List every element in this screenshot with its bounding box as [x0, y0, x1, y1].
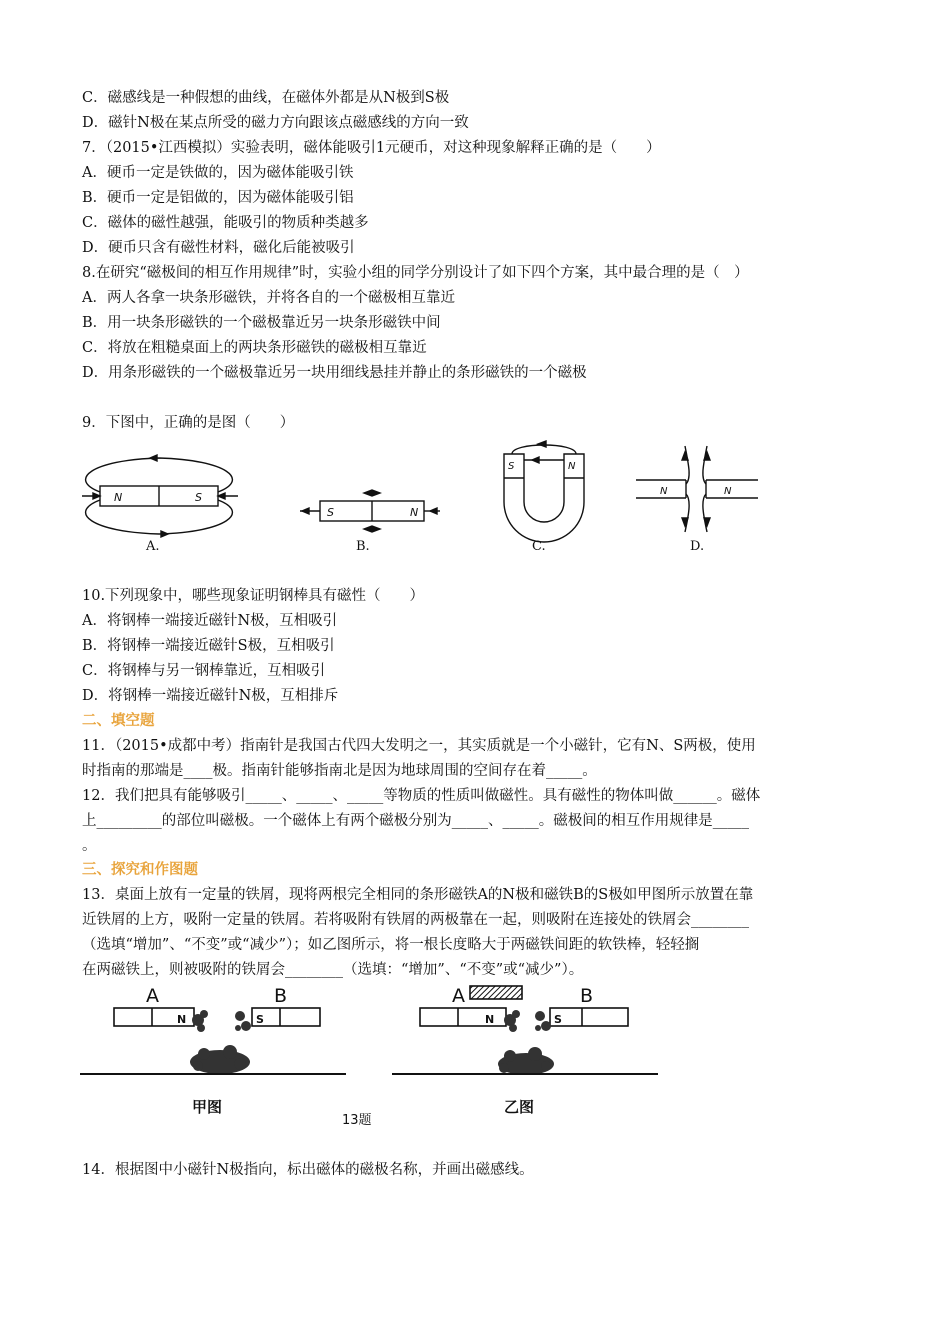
pole-s-jia: S	[256, 1013, 264, 1026]
q12-line-1: 12．我们把具有能够吸引_____、_____、_____等物质的性质叫做磁性。具有磁性的物体叫做______。磁体	[82, 788, 761, 804]
q9-d-pole-left: N	[660, 486, 668, 497]
section-fill-in: 二、填空题	[82, 713, 155, 729]
q9-a-pole-left: N	[114, 491, 123, 504]
q8-option-a: A．两人各拿一块条形磁铁，并将各自的一个磁极相互靠近	[82, 290, 455, 306]
iron-filings-yi	[498, 1010, 554, 1075]
q9-a-pole-right: S	[195, 491, 202, 504]
q9-figure	[80, 440, 780, 565]
q13-line-4: 在两磁铁上，则被吸附的铁屑会________（选填：“增加”、“不变”或“减少”）。	[82, 962, 584, 978]
soft-iron-rod	[470, 986, 522, 999]
q13-figure-caption: 13题	[342, 1113, 372, 1128]
q9-figure-a	[82, 455, 238, 537]
q13-line-2: 近铁屑的上方，吸附一定量的铁屑。若将吸附有铁屑的两极靠在一起，则吸附在连接处的铁屑会________	[82, 912, 749, 928]
q9-option-b-label: B.	[356, 539, 370, 554]
magnet-label-a-yi: A	[452, 985, 465, 1007]
q8-stem: 8.在研究“磁极间的相互作用规律”时，实验小组的同学分别设计了如下四个方案，其中最合理的是（ ）	[82, 265, 749, 281]
q10-option-d: D．将钢棒一端接近磁针N极，互相排斥	[82, 688, 339, 704]
q9-option-c-label: C.	[532, 539, 546, 554]
q13-line-3: （选填“增加”、“不变”或“减少”）；如乙图所示，将一根长度略大于两磁铁间距的软铁棒，轻轻搁	[82, 937, 700, 953]
q8-option-b: B．用一块条形磁铁的一个磁极靠近另一块条形磁铁中间	[82, 315, 441, 331]
q9-c-pole-left: S	[508, 461, 515, 472]
q11-line-2: 时指南的那端是____极。指南针能够指南北是因为地球周围的空间存在着_____。	[82, 763, 597, 779]
q7-option-c: C．磁体的磁性越强，能吸引的物质种类越多	[82, 215, 369, 231]
magnet-label-a-jia: A	[146, 985, 159, 1007]
q11-line-1: 11．（2015•成都中考）指南针是我国古代四大发明之一，其实质就是一个小磁针，它有N、S两极，使用	[82, 738, 756, 754]
q6-option-c: C．磁感线是一种假想的曲线，在磁体外都是从N极到S极	[82, 90, 450, 106]
q14-stem: 14．根据图中小磁针N极指向，标出磁体的磁极名称，并画出磁感线。	[82, 1162, 534, 1178]
q10-option-c: C．将钢棒与另一钢棒靠近，互相吸引	[82, 663, 326, 679]
q12-line-3: 。	[82, 838, 97, 854]
q13-figure	[80, 982, 660, 1132]
section-explore-draw: 三、探究和作图题	[82, 862, 198, 878]
caption-yi: 乙图	[504, 1098, 535, 1116]
q7-option-a: A．硬币一定是铁做的，因为磁体能吸引铁	[82, 165, 354, 181]
q7-option-b: B．硬币一定是铝做的，因为磁体能吸引铝	[82, 190, 354, 206]
q13-line-1: 13．桌面上放有一定量的铁屑，现将两根完全相同的条形磁铁A的N极和磁铁B的S极如甲图所示放置在靠	[82, 887, 754, 903]
pole-n-yi: N	[485, 1013, 495, 1026]
q6-option-d: D．磁针N极在某点所受的磁力方向跟该点磁感线的方向一致	[82, 115, 469, 131]
q8-option-c: C．将放在粗糙桌面上的两块条形磁铁的磁极相互靠近	[82, 340, 427, 356]
q7-option-d: D．硬币只含有磁性材料，磁化后能被吸引	[82, 240, 355, 256]
q8-option-d: D．用条形磁铁的一个磁极靠近另一块用细线悬挂并静止的条形磁铁的一个磁极	[82, 365, 587, 381]
q13-panel-yi	[392, 985, 658, 1116]
q10-option-a: A．将钢棒一端接近磁针N极，互相吸引	[82, 613, 338, 629]
q9-stem: 9．下图中，正确的是图（ ）	[82, 415, 295, 431]
q9-d-pole-right: N	[724, 486, 732, 497]
q9-option-a-label: A.	[146, 539, 160, 554]
q7-stem: 7．（2015•江西模拟）实验表明，磁体能吸引1元硬币，对这种现象解释正确的是（ ）	[82, 140, 661, 156]
pole-n-jia: N	[177, 1013, 187, 1026]
q13-panel-jia	[80, 985, 346, 1116]
q9-figure-c	[504, 441, 584, 542]
caption-jia: 甲图	[192, 1098, 223, 1116]
q9-b-pole-right: N	[410, 506, 419, 519]
q10-stem: 10.下列现象中，哪些现象证明钢棒具有磁性（ ）	[82, 588, 425, 604]
q9-b-pole-left: S	[327, 506, 334, 519]
iron-filings	[190, 1010, 251, 1074]
q9-figure-d	[636, 446, 758, 532]
q10-option-b: B．将钢棒一端接近磁针S极，互相吸引	[82, 638, 335, 654]
magnet-label-b-jia: B	[274, 985, 288, 1007]
q9-figure-b	[300, 490, 440, 532]
magnet-label-b-yi: B	[580, 985, 594, 1007]
pole-s-yi: S	[554, 1013, 562, 1026]
q12-line-2: 上_________的部位叫磁极。一个磁体上有两个磁极分别为_____、_____。磁极间的相互作用规律是_____	[82, 813, 749, 829]
q9-option-d-label: D.	[690, 539, 705, 554]
q9-c-pole-right: N	[568, 461, 576, 472]
